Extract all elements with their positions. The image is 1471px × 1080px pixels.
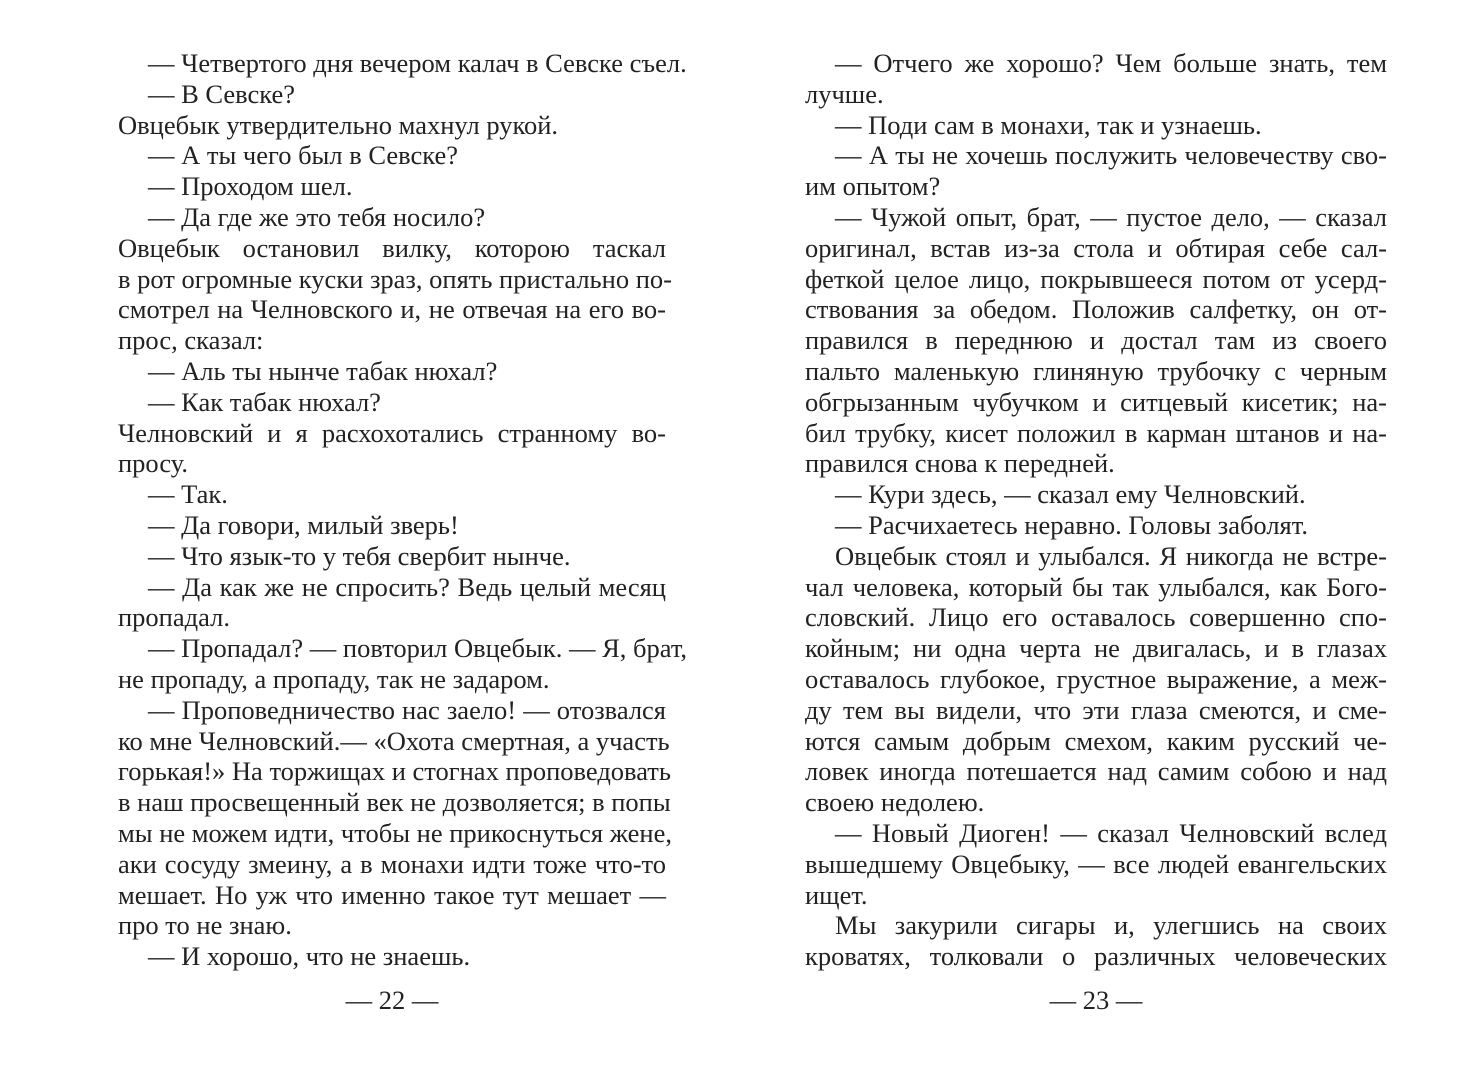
text-line: — А ты чего был в Севске? (148, 140, 458, 171)
text-line: койным; ни одна черта не двигалась, и в глазах (805, 633, 1387, 664)
text-line: — И хорошо, что не знаешь. (148, 941, 471, 972)
page-number-right: — 23 — (1049, 985, 1143, 1015)
text-line: — Пропадал? — повторил Овцебык. — Я, брат, (148, 633, 688, 664)
text-line: ко мне Челновский.— «Охота смертная, а участь (118, 725, 670, 756)
text-line: — Проходом шел. (148, 171, 353, 202)
text-line: кроватях, толковали о различных человеческих (805, 941, 1387, 972)
text-line: — Новый Диоген! — сказал Челновский вслед (835, 817, 1387, 848)
text-line: ствования за обедом. Положив салфетку, он от- (805, 294, 1387, 325)
text-line: Челновский и я расхохотались странному во- (118, 417, 666, 448)
text-line: не пропаду, а пропаду, так не задаром. (118, 663, 550, 694)
text-line: ловек иногда потешается над самим собою и над (805, 756, 1387, 787)
text-line: — Поди сам в монахи, так и узнаешь. (835, 109, 1262, 140)
text-line: — Проповедничество нас заело! — отозвался (148, 694, 666, 725)
text-line: — Четвертого дня вечером калач в Севске съел. (148, 48, 687, 78)
text-line: Овцебык утвердительно махнул рукой. (118, 109, 559, 140)
text-line: про то не знаю. (118, 910, 292, 941)
text-line: — Что язык-то у тебя свербит нынче. (148, 540, 571, 571)
text-line: словский. Лицо его оставалось совершенно спо- (805, 602, 1387, 633)
text-line: оставалось глубокое, грустное выражение, а меж- (805, 663, 1387, 694)
text-line: ду тем вы видели, что эти глаза смеются, и сме- (805, 694, 1387, 725)
text-line: вышедшему Овцебыку, — все людей евангельских (805, 848, 1387, 879)
text-line: бил трубку, кисет положил в карман штанов и на- (805, 417, 1387, 448)
text-line: в рот огромные куски зраз, опять пристально по- (118, 263, 672, 294)
text-line: — Чужой опыт, брат, — пустое дело, — сказал (835, 201, 1387, 232)
text-line: — Так. (148, 479, 228, 510)
text-line: пропадал. (118, 602, 230, 633)
text-line: в наш просвещенный век не дозволяется; в попы (118, 787, 671, 818)
text-line: — Да говори, милый зверь! (148, 509, 459, 540)
text-line: ются самым добрым смехом, каким русский че- (805, 725, 1387, 756)
text-line: правился в переднюю и достал там из своего (805, 325, 1387, 356)
text-line: — А ты не хочешь послужить человечеству сво- (835, 140, 1387, 171)
text-line: аки сосуду змеину, а в монахи идти тоже что-то (118, 848, 666, 879)
text-line: — Отчего же хорошо? Чем больше знать, тем (835, 48, 1387, 78)
page-number-left: — 22 — (345, 985, 439, 1015)
text-line: — Расчихаетесь неравно. Головы заболят. (835, 509, 1308, 540)
text-line: — Да как же не спросить? Ведь целый месяц (148, 571, 666, 602)
text-line: Овцебык стоял и улыбался. Я никогда не встре- (835, 540, 1387, 571)
text-line: чал человека, который бы так улыбался, как Бого- (805, 571, 1387, 602)
text-line: — Как табак нюхал? (148, 386, 381, 417)
text-line: — Кури здесь, — сказал ему Челновский. (835, 479, 1306, 510)
text-line: прос, сказал: (118, 325, 264, 356)
text-line: просу. (118, 448, 188, 479)
text-line: Овцебык остановил вилку, которою таскал (118, 232, 666, 263)
text-line: феткой целое лицо, покрывшееся потом от усерд- (805, 263, 1387, 294)
text-line: оригинал, встав из-за стола и обтирая себе сал- (805, 232, 1387, 263)
right-page (805, 48, 1387, 972)
text-line: пальто маленькую глиняную трубочку с черным (805, 355, 1387, 386)
text-line: им опытом? (805, 171, 941, 202)
text-line: мешает. Но уж что именно такое тут мешает — (118, 879, 666, 910)
text-line: правился снова к передней. (805, 448, 1115, 479)
text-line: — Да где же это тебя носило? (148, 201, 486, 232)
text-line: обгрызанным чубучком и ситцевый кисетик; на- (805, 386, 1387, 417)
text-line: — Аль ты нынче табак нюхал? (148, 355, 498, 386)
text-line: — В Севске? (148, 78, 296, 109)
text-line: Мы закурили сигары и, улегшись на своих (835, 910, 1387, 941)
text-line: горькая!» На торжищах и стогнах проповедовать (118, 756, 671, 787)
text-line: мы не можем идти, чтобы не прикоснуться жене, (118, 817, 672, 848)
left-page (118, 48, 688, 972)
text-line: лучше. (805, 78, 884, 109)
text-line: смотрел на Челновского и, не отвечая на его во- (118, 294, 666, 325)
text-line: своею недолею. (805, 787, 985, 818)
text-line: ищет. (805, 879, 868, 910)
